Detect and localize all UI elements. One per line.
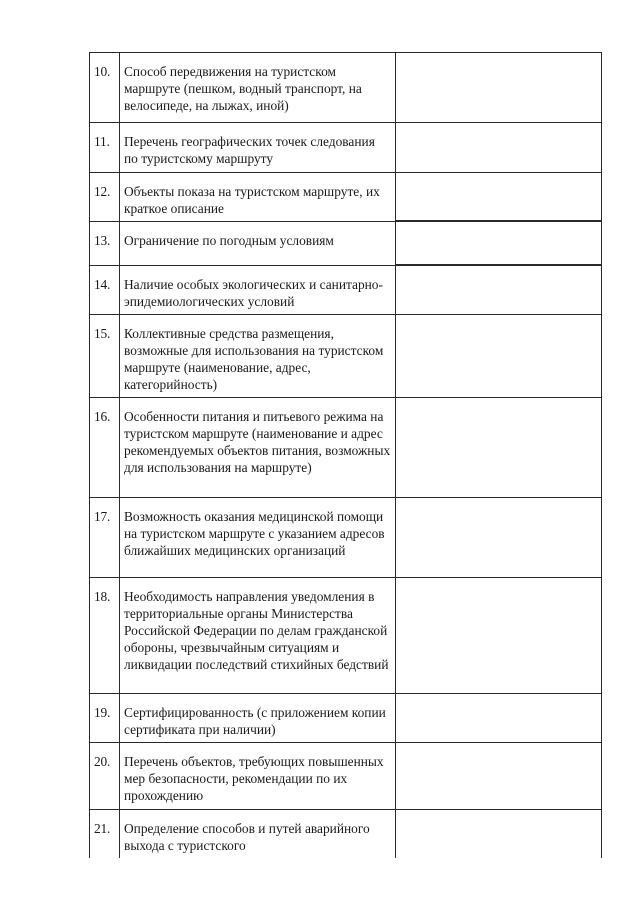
- inner-divider: [396, 261, 601, 265]
- row-label: Наличие особых экологических и санитарно-эпидемиологических условий: [120, 266, 396, 315]
- row-value-cell: [396, 810, 602, 859]
- row-number: 10.: [90, 53, 120, 123]
- row-label: Сертифицированность (с приложением копии сертификата при наличии): [120, 694, 396, 743]
- row-number: 14.: [90, 266, 120, 315]
- row-value-cell: [396, 266, 602, 315]
- row-value-cell: [396, 694, 602, 743]
- table-row: [90, 578, 602, 694]
- row-label: Определение способов и путей аварийного выхода с туристского: [120, 810, 396, 859]
- row-number: 17.: [90, 498, 120, 578]
- table-row: [90, 53, 602, 123]
- row-value-cell: [396, 498, 602, 578]
- row-label: Необходимость направления уведомления в территориальные органы Министерства Российской Федерации по делам гражданской обороны, чрезвычайным ситуациям и ликвидации последствий стихийных бедствий: [120, 578, 396, 694]
- route-info-table: [89, 52, 602, 858]
- row-label: Коллективные средства размещения, возможные для использования на туристском маршруте (наименование, адрес, категорийность): [120, 315, 396, 398]
- row-number: 16.: [90, 398, 120, 498]
- row-number: 15.: [90, 315, 120, 398]
- row-value-cell: [396, 53, 602, 123]
- table-row: [90, 315, 602, 398]
- row-value-cell: [396, 123, 602, 173]
- row-number: 12.: [90, 173, 120, 222]
- table-row: [90, 173, 602, 222]
- row-value-cell: [396, 173, 602, 222]
- row-label: Особенности питания и питьевого режима на туристском маршруте (наименование и адрес рекомендуемых объектов питания, возможных для использования на маршруте): [120, 398, 396, 498]
- row-number: 13.: [90, 222, 120, 266]
- row-value-cell: [396, 578, 602, 694]
- table-row: [90, 743, 602, 810]
- row-value-cell: [396, 222, 602, 266]
- table-row: [90, 398, 602, 498]
- row-label: Способ передвижения на туристском маршруте (пешком, водный транспорт, на велосипеде, на лыжах, иной): [120, 53, 396, 123]
- table-row: [90, 222, 602, 266]
- inner-divider: [396, 217, 601, 221]
- row-label: Ограничение по погодным условиям: [120, 222, 396, 266]
- row-number: 21.: [90, 810, 120, 859]
- table-row: [90, 498, 602, 578]
- row-number: 19.: [90, 694, 120, 743]
- table-row: [90, 694, 602, 743]
- row-number: 18.: [90, 578, 120, 694]
- row-label: Перечень географических точек следования по туристскому маршруту: [120, 123, 396, 173]
- row-label: Перечень объектов, требующих повышенных мер безопасности, рекомендации по их прохождению: [120, 743, 396, 810]
- row-number: 20.: [90, 743, 120, 810]
- table-row: [90, 810, 602, 859]
- row-label: Возможность оказания медицинской помощи на туристском маршруте с указанием адресов ближайших медицинских организаций: [120, 498, 396, 578]
- table-row: [90, 123, 602, 173]
- row-value-cell: [396, 398, 602, 498]
- row-value-cell: [396, 743, 602, 810]
- row-value-cell: [396, 315, 602, 398]
- table-row: [90, 266, 602, 315]
- row-label: Объекты показа на туристском маршруте, их краткое описание: [120, 173, 396, 222]
- row-number: 11.: [90, 123, 120, 173]
